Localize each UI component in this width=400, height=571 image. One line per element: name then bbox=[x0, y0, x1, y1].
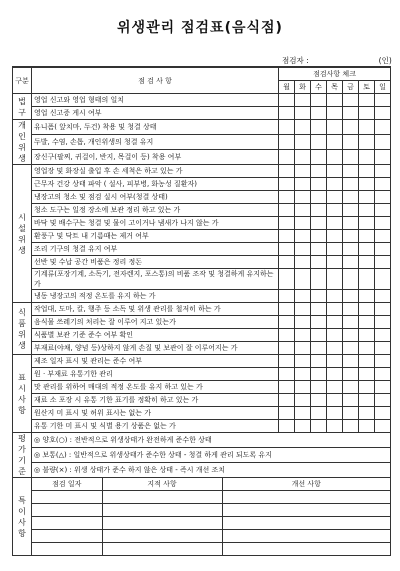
check-cell[interactable] bbox=[375, 290, 391, 303]
check-cell[interactable] bbox=[343, 329, 359, 342]
check-cell[interactable] bbox=[311, 165, 327, 178]
check-cell[interactable] bbox=[359, 135, 375, 150]
header-category: 구분 bbox=[13, 67, 32, 94]
day-wed: 수 bbox=[311, 81, 327, 94]
check-cell[interactable] bbox=[279, 290, 295, 303]
check-cell[interactable] bbox=[311, 230, 327, 243]
check-cell[interactable] bbox=[279, 94, 295, 107]
day-mon: 월 bbox=[279, 81, 295, 94]
check-cell[interactable] bbox=[295, 290, 311, 303]
check-cell[interactable] bbox=[311, 94, 327, 107]
check-cell[interactable] bbox=[359, 355, 375, 368]
check-cell[interactable] bbox=[311, 178, 327, 191]
check-cell[interactable] bbox=[279, 230, 295, 243]
check-cell[interactable] bbox=[375, 329, 391, 342]
notes-row bbox=[13, 530, 391, 543]
check-cell[interactable] bbox=[343, 394, 359, 407]
check-item: 바닥 및 배수구는 청결 및 물이 고이거나 냄새가 나지 않는 가 bbox=[32, 217, 279, 230]
check-cell[interactable] bbox=[295, 342, 311, 355]
check-cell[interactable] bbox=[311, 329, 327, 342]
check-cell[interactable] bbox=[279, 316, 295, 329]
check-cell[interactable] bbox=[343, 407, 359, 420]
table-row bbox=[13, 303, 391, 316]
check-item: 제조 일자 표시 및 관리는 준수 여부 bbox=[32, 355, 279, 368]
check-cell[interactable] bbox=[359, 316, 375, 329]
check-cell[interactable] bbox=[327, 107, 343, 120]
notes-table bbox=[32, 478, 390, 490]
inspector-seal: (인) bbox=[378, 56, 392, 65]
check-item: 음식물 쓰레기의 처리는 잘 이루어 지고 있는가 bbox=[32, 316, 279, 329]
check-cell[interactable] bbox=[343, 135, 359, 150]
check-cell[interactable] bbox=[311, 269, 327, 290]
check-cell[interactable] bbox=[327, 150, 343, 165]
check-item: 유통 기한 미 표시 및 식별 용기 상품은 없는 가 bbox=[32, 420, 279, 433]
check-cell[interactable] bbox=[375, 135, 391, 150]
check-cell[interactable] bbox=[311, 290, 327, 303]
table-row bbox=[13, 230, 391, 243]
check-cell[interactable] bbox=[359, 420, 375, 433]
notes-cell-improvement[interactable] bbox=[222, 530, 390, 542]
check-cell[interactable] bbox=[343, 303, 359, 316]
check-cell[interactable] bbox=[311, 342, 327, 355]
check-cell[interactable] bbox=[375, 269, 391, 290]
notes-cell-issue[interactable] bbox=[102, 530, 222, 542]
notes-row bbox=[13, 504, 391, 517]
check-cell[interactable] bbox=[343, 191, 359, 204]
check-item: 원 · 부재료 유통기한 관리 bbox=[32, 368, 279, 381]
table-row bbox=[13, 342, 391, 355]
check-cell[interactable] bbox=[327, 342, 343, 355]
day-sat: 토 bbox=[359, 81, 375, 94]
check-cell[interactable] bbox=[311, 107, 327, 120]
check-cell[interactable] bbox=[311, 243, 327, 256]
check-cell[interactable] bbox=[279, 355, 295, 368]
check-cell[interactable] bbox=[327, 230, 343, 243]
table-row bbox=[13, 204, 391, 217]
check-cell[interactable] bbox=[279, 217, 295, 230]
check-cell[interactable] bbox=[311, 204, 327, 217]
check-cell[interactable] bbox=[375, 368, 391, 381]
check-item: 두발, 수염, 손톱, 개인위생의 청결 유지 bbox=[32, 135, 279, 150]
section-label-food: 식품위생 bbox=[13, 303, 32, 355]
check-cell[interactable] bbox=[311, 316, 327, 329]
table-row bbox=[13, 407, 391, 420]
check-cell[interactable] bbox=[343, 217, 359, 230]
check-cell[interactable] bbox=[343, 94, 359, 107]
check-cell[interactable] bbox=[295, 217, 311, 230]
check-cell[interactable] bbox=[375, 150, 391, 165]
check-cell[interactable] bbox=[311, 150, 327, 165]
check-item: 유니폼( 앞치마, 두건) 착용 및 청결 상태 bbox=[32, 120, 279, 135]
inspector-line bbox=[282, 55, 392, 66]
check-cell[interactable] bbox=[359, 256, 375, 269]
check-cell[interactable] bbox=[279, 191, 295, 204]
check-cell[interactable] bbox=[375, 204, 391, 217]
check-cell[interactable] bbox=[327, 329, 343, 342]
section-label-labeling: 표시사항 bbox=[13, 355, 32, 433]
check-cell[interactable] bbox=[327, 243, 343, 256]
check-cell[interactable] bbox=[375, 355, 391, 368]
check-cell[interactable] bbox=[359, 217, 375, 230]
check-cell[interactable] bbox=[359, 381, 375, 394]
check-cell[interactable] bbox=[359, 303, 375, 316]
check-cell[interactable] bbox=[295, 407, 311, 420]
section-label-personal: 개인위생 bbox=[13, 120, 32, 165]
check-cell[interactable] bbox=[343, 150, 359, 165]
check-cell[interactable] bbox=[359, 269, 375, 290]
evaluation-criterion: ◎ 보통(△) : 일반적으로 위생상태가 준수한 상태 - 청결 하게 관리 되도록 유지 bbox=[32, 448, 391, 463]
check-cell[interactable] bbox=[343, 355, 359, 368]
check-cell[interactable] bbox=[295, 329, 311, 342]
check-cell[interactable] bbox=[327, 290, 343, 303]
check-item: 선반 및 수납 공간 비품은 정리 정돈 bbox=[32, 256, 279, 269]
check-cell[interactable] bbox=[295, 381, 311, 394]
check-cell[interactable] bbox=[279, 107, 295, 120]
check-cell[interactable] bbox=[327, 394, 343, 407]
check-cell[interactable] bbox=[343, 178, 359, 191]
check-cell[interactable] bbox=[295, 120, 311, 135]
check-cell[interactable] bbox=[295, 420, 311, 433]
check-cell[interactable] bbox=[327, 191, 343, 204]
check-cell[interactable] bbox=[343, 316, 359, 329]
check-item: 영업 신고와 영업 형태의 일치 bbox=[32, 94, 279, 107]
check-cell[interactable] bbox=[343, 256, 359, 269]
check-cell[interactable] bbox=[359, 368, 375, 381]
check-item: 냉장고의 청소 및 점검 실시 여부(청결 상태) bbox=[32, 191, 279, 204]
header-weekly-check: 점검사항 체크 bbox=[279, 67, 391, 81]
check-item: 기계류(포장기계, 소독기, 전자렌지, 포스통)의 비품 조작 및 청결하게 유지하는 가 bbox=[32, 269, 279, 290]
check-cell[interactable] bbox=[359, 204, 375, 217]
check-cell[interactable] bbox=[295, 178, 311, 191]
check-cell[interactable] bbox=[311, 120, 327, 135]
check-cell[interactable] bbox=[343, 269, 359, 290]
check-cell[interactable] bbox=[295, 191, 311, 204]
notes-cell-improvement[interactable] bbox=[222, 504, 390, 516]
check-cell[interactable] bbox=[359, 329, 375, 342]
table-row bbox=[13, 368, 391, 381]
check-cell[interactable] bbox=[327, 303, 343, 316]
check-item: 영업장 및 화장실 출입 후 손 세척은 하고 있는 가 bbox=[32, 165, 279, 178]
check-cell[interactable] bbox=[311, 407, 327, 420]
section-label-law: 법구 bbox=[13, 94, 32, 120]
check-item: 장신구(팔찌, 귀걸이, 반지, 목걸이 등) 착용 여부 bbox=[32, 150, 279, 165]
check-cell[interactable] bbox=[295, 368, 311, 381]
check-cell[interactable] bbox=[359, 290, 375, 303]
check-cell[interactable] bbox=[279, 135, 295, 150]
check-cell[interactable] bbox=[375, 230, 391, 243]
evaluation-criterion: ◎ 불량(×) : 위생 상태가 준수 하지 않은 상태 - 즉시 개선 조치 bbox=[32, 463, 391, 478]
check-cell[interactable] bbox=[375, 165, 391, 178]
notes-row bbox=[13, 491, 391, 504]
table-row bbox=[13, 165, 391, 178]
check-cell[interactable] bbox=[311, 217, 327, 230]
day-thu: 목 bbox=[327, 81, 343, 94]
table-row bbox=[13, 329, 391, 342]
check-cell[interactable] bbox=[359, 107, 375, 120]
check-cell[interactable] bbox=[343, 381, 359, 394]
check-cell[interactable] bbox=[327, 269, 343, 290]
check-item: 작업대, 도마, 칼, 행주 등 소독 및 위생 관리를 철저히 하는 가 bbox=[32, 303, 279, 316]
check-cell[interactable] bbox=[311, 420, 327, 433]
check-cell[interactable] bbox=[343, 230, 359, 243]
check-cell[interactable] bbox=[343, 243, 359, 256]
check-cell[interactable] bbox=[311, 381, 327, 394]
table-row bbox=[13, 420, 391, 433]
notes-col-date: 점검 일자 bbox=[32, 478, 102, 490]
check-cell[interactable] bbox=[327, 135, 343, 150]
check-cell[interactable] bbox=[295, 355, 311, 368]
evaluation-criterion: ◎ 양호(○) : 전반적으로 위생상태가 완전하게 준수한 상태 bbox=[32, 433, 391, 448]
check-cell[interactable] bbox=[295, 230, 311, 243]
notes-cell-improvement[interactable] bbox=[222, 491, 390, 503]
section-label-notes: 특이사항 bbox=[13, 478, 32, 556]
table-row bbox=[13, 120, 391, 135]
check-cell[interactable] bbox=[327, 94, 343, 107]
day-tue: 화 bbox=[295, 81, 311, 94]
notes-cell-improvement[interactable] bbox=[222, 543, 390, 555]
check-cell[interactable] bbox=[295, 394, 311, 407]
check-cell[interactable] bbox=[279, 256, 295, 269]
check-cell[interactable] bbox=[375, 407, 391, 420]
check-cell[interactable] bbox=[343, 290, 359, 303]
check-cell[interactable] bbox=[295, 150, 311, 165]
table-row bbox=[13, 394, 391, 407]
check-cell[interactable] bbox=[375, 107, 391, 120]
notes-col-issue: 지적 사항 bbox=[102, 478, 222, 490]
check-cell[interactable] bbox=[311, 394, 327, 407]
notes-header-row bbox=[13, 478, 391, 491]
check-item: 조리 기구의 청결 유지 여부 bbox=[32, 243, 279, 256]
check-cell[interactable] bbox=[295, 316, 311, 329]
check-cell[interactable] bbox=[311, 135, 327, 150]
table-row bbox=[13, 290, 391, 303]
notes-row bbox=[13, 543, 391, 556]
check-cell[interactable] bbox=[279, 329, 295, 342]
check-cell[interactable] bbox=[295, 269, 311, 290]
check-cell[interactable] bbox=[295, 243, 311, 256]
check-cell[interactable] bbox=[343, 420, 359, 433]
check-cell[interactable] bbox=[359, 394, 375, 407]
notes-cell-issue[interactable] bbox=[102, 517, 222, 529]
table-row bbox=[13, 381, 391, 394]
check-cell[interactable] bbox=[359, 191, 375, 204]
check-cell[interactable] bbox=[359, 120, 375, 135]
check-cell[interactable] bbox=[327, 178, 343, 191]
check-cell[interactable] bbox=[311, 355, 327, 368]
check-cell[interactable] bbox=[295, 303, 311, 316]
check-cell[interactable] bbox=[327, 381, 343, 394]
table-row bbox=[13, 316, 391, 329]
check-item: 냉동 냉장고의 적정 온도를 유지 하는 가 bbox=[32, 290, 279, 303]
check-cell[interactable] bbox=[375, 243, 391, 256]
check-cell[interactable] bbox=[327, 355, 343, 368]
check-cell[interactable] bbox=[327, 204, 343, 217]
notes-row bbox=[13, 517, 391, 530]
notes-cell-date[interactable] bbox=[32, 517, 102, 529]
check-cell[interactable] bbox=[327, 407, 343, 420]
check-cell[interactable] bbox=[279, 394, 295, 407]
check-cell[interactable] bbox=[279, 243, 295, 256]
check-cell[interactable] bbox=[375, 191, 391, 204]
table-row bbox=[13, 94, 391, 107]
check-cell[interactable] bbox=[279, 342, 295, 355]
notes-cell-date[interactable] bbox=[32, 491, 102, 503]
check-item: 부재료(야채, 양념 등)상하지 않게 손질 및 보관이 잘 이루어지는 가 bbox=[32, 342, 279, 355]
check-cell[interactable] bbox=[295, 165, 311, 178]
table-row bbox=[13, 107, 391, 120]
check-cell[interactable] bbox=[327, 368, 343, 381]
check-cell[interactable] bbox=[343, 120, 359, 135]
section-label-facility: 시설위생 bbox=[13, 165, 32, 303]
check-cell[interactable] bbox=[375, 217, 391, 230]
check-cell[interactable] bbox=[279, 204, 295, 217]
check-cell[interactable] bbox=[359, 230, 375, 243]
inspector-label: 점검자 : bbox=[282, 56, 309, 65]
table-row bbox=[13, 217, 391, 230]
notes-cell-date[interactable] bbox=[32, 504, 102, 516]
check-cell[interactable] bbox=[375, 316, 391, 329]
header-row-1 bbox=[13, 67, 391, 81]
check-item: 환풍구 및 닥트 내 기름때는 제거 여부 bbox=[32, 230, 279, 243]
check-cell[interactable] bbox=[359, 94, 375, 107]
section-label-evaluation: 평가기준 bbox=[13, 433, 32, 478]
check-item: 맛 관리를 위하여 매대의 적정 온도를 유지 하고 있는 가 bbox=[32, 381, 279, 394]
check-cell[interactable] bbox=[343, 204, 359, 217]
check-cell[interactable] bbox=[359, 150, 375, 165]
inspection-table bbox=[12, 66, 391, 556]
check-cell[interactable] bbox=[359, 165, 375, 178]
check-cell[interactable] bbox=[279, 368, 295, 381]
table-row bbox=[13, 269, 391, 290]
table-row bbox=[13, 178, 391, 191]
notes-col-improvement: 개선 사항 bbox=[291, 480, 321, 488]
check-cell[interactable] bbox=[375, 342, 391, 355]
check-cell[interactable] bbox=[295, 204, 311, 217]
check-cell[interactable] bbox=[343, 342, 359, 355]
check-cell[interactable] bbox=[279, 381, 295, 394]
check-cell[interactable] bbox=[311, 256, 327, 269]
notes-cell-date[interactable] bbox=[32, 530, 102, 542]
notes-cell-issue[interactable] bbox=[102, 504, 222, 516]
check-cell[interactable] bbox=[311, 303, 327, 316]
check-cell[interactable] bbox=[359, 407, 375, 420]
check-cell[interactable] bbox=[327, 120, 343, 135]
day-fri: 금 bbox=[343, 81, 359, 94]
notes-cell-issue[interactable] bbox=[102, 491, 222, 503]
check-cell[interactable] bbox=[375, 303, 391, 316]
notes-cell-date[interactable] bbox=[32, 543, 102, 555]
header-items: 점 검 사 항 bbox=[32, 67, 279, 94]
check-cell[interactable] bbox=[327, 256, 343, 269]
table-row bbox=[13, 135, 391, 150]
check-item: 근무자 건강 상태 파악 ( 설사, 피부병, 화농성 질환자) bbox=[32, 178, 279, 191]
check-cell[interactable] bbox=[375, 178, 391, 191]
table-row bbox=[13, 150, 391, 165]
check-item: 식품별 보관 기준 준수 여부 확인 bbox=[32, 329, 279, 342]
check-cell[interactable] bbox=[327, 420, 343, 433]
check-cell[interactable] bbox=[279, 269, 295, 290]
check-cell[interactable] bbox=[375, 256, 391, 269]
check-cell[interactable] bbox=[327, 217, 343, 230]
table-row bbox=[13, 448, 391, 463]
check-cell[interactable] bbox=[295, 107, 311, 120]
table-row bbox=[13, 256, 391, 269]
check-cell[interactable] bbox=[295, 256, 311, 269]
check-cell[interactable] bbox=[375, 120, 391, 135]
table-row bbox=[13, 355, 391, 368]
check-item: 원산지 미 표시 및 허위 표시는 없는 가 bbox=[32, 407, 279, 420]
table-row bbox=[13, 243, 391, 256]
document-title: 위생관리 점검표(음식점) bbox=[117, 20, 283, 36]
check-cell[interactable] bbox=[343, 107, 359, 120]
table-row bbox=[13, 463, 391, 478]
notes-cell-improvement[interactable] bbox=[222, 517, 390, 529]
table-row bbox=[13, 191, 391, 204]
check-cell[interactable] bbox=[311, 191, 327, 204]
check-item: 청소 도구는 일정 장소에 보관 정리 하고 있는 가 bbox=[32, 204, 279, 217]
check-cell[interactable] bbox=[279, 420, 295, 433]
check-item: 영업 신고증 게시 여부 bbox=[32, 107, 279, 120]
day-sun: 일 bbox=[375, 81, 391, 94]
check-cell[interactable] bbox=[343, 165, 359, 178]
notes-cell-issue[interactable] bbox=[102, 543, 222, 555]
check-cell[interactable] bbox=[343, 368, 359, 381]
check-cell[interactable] bbox=[375, 420, 391, 433]
check-cell[interactable] bbox=[295, 135, 311, 150]
check-cell[interactable] bbox=[295, 94, 311, 107]
check-cell[interactable] bbox=[375, 394, 391, 407]
check-cell[interactable] bbox=[359, 342, 375, 355]
check-item: 재료 소 포장 시 유통 기한 표기를 정확히 하고 있는 가 bbox=[32, 394, 279, 407]
check-cell[interactable] bbox=[375, 94, 391, 107]
table-row bbox=[13, 433, 391, 448]
check-cell[interactable] bbox=[279, 120, 295, 135]
check-cell[interactable] bbox=[279, 150, 295, 165]
check-cell[interactable] bbox=[279, 407, 295, 420]
check-cell[interactable] bbox=[327, 165, 343, 178]
check-cell[interactable] bbox=[279, 178, 295, 191]
check-cell[interactable] bbox=[375, 381, 391, 394]
check-cell[interactable] bbox=[279, 303, 295, 316]
check-cell[interactable] bbox=[311, 368, 327, 381]
check-cell[interactable] bbox=[359, 243, 375, 256]
check-cell[interactable] bbox=[327, 316, 343, 329]
check-cell[interactable] bbox=[279, 165, 295, 178]
check-cell[interactable] bbox=[359, 178, 375, 191]
